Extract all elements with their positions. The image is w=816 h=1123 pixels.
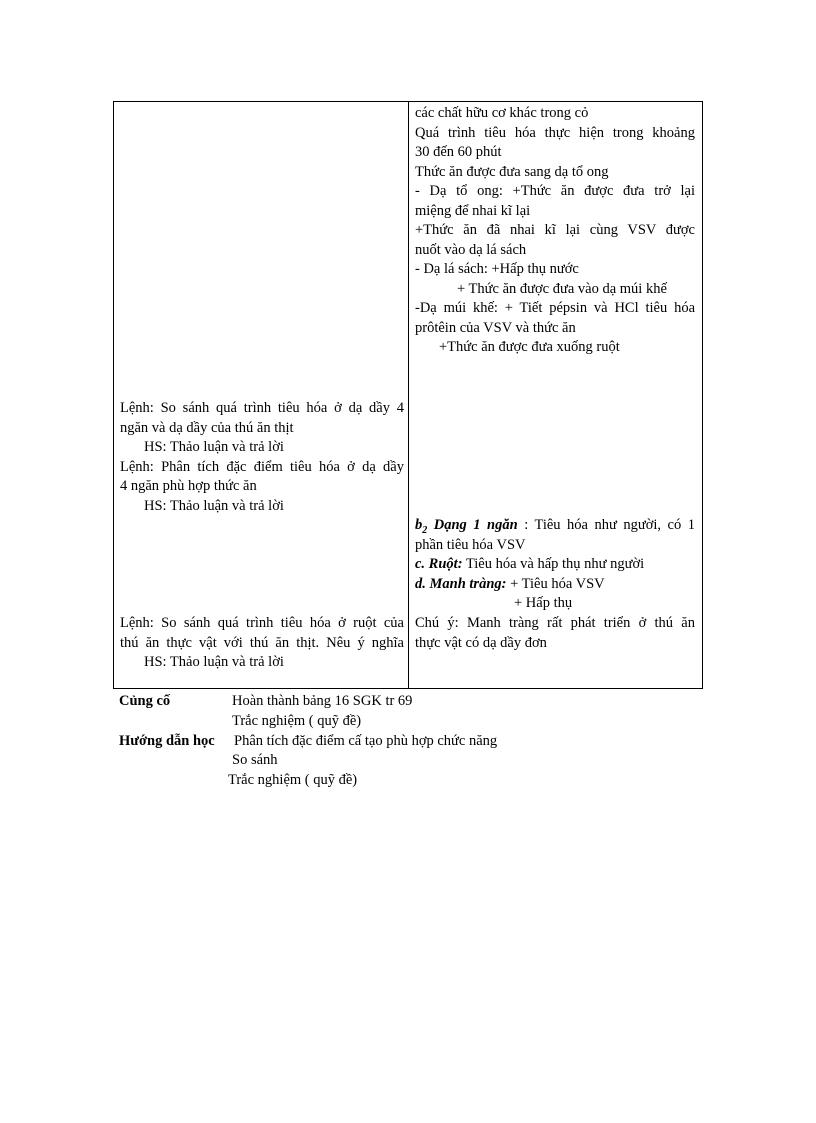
left-mid-block (120, 399, 404, 516)
text-line: Chú ý: Manh tràng rất phát triển ở thú ăn (415, 615, 695, 631)
d-text: + Tiêu hóa VSV (506, 575, 605, 592)
cungco-line-2: Trắc nghiệm ( quỹ đề) (232, 713, 362, 729)
text-line (415, 575, 695, 595)
column-divider (408, 102, 409, 688)
text-line: Lệnh: So sánh quá trình tiêu hóa ở ruột của (120, 615, 404, 631)
text-line: HS: Thảo luận và trả lời (144, 654, 284, 670)
left-bottom-block (120, 614, 404, 673)
text-line: +Thức ăn đã nhai kĩ lại cùng VSV được (415, 222, 695, 238)
huongdan-line-3: Trắc nghiệm ( quỹ đề) (228, 772, 358, 788)
text-line: 4 ngăn phù hợp thức ăn (120, 478, 257, 494)
text-line: Lệnh: Phân tích đặc điểm tiêu hóa ở dạ dầy (120, 458, 404, 475)
text-line: nuốt vào dạ lá sách (415, 241, 527, 258)
text-line: thú ăn thực vật với thú ăn thịt. Nêu ý nghĩa (120, 634, 404, 651)
text-line: Thức ăn được đưa sang dạ tổ ong (415, 163, 609, 180)
text-line (415, 516, 695, 536)
huongdan-line-2: So sánh (232, 752, 278, 768)
cungco-line-1: Hoàn thành bảng 16 SGK tr 69 (232, 693, 413, 709)
text-line: các chất hữu cơ khác trong cỏ (415, 105, 589, 121)
b2-subscript: 2 (422, 524, 428, 536)
text-line: HS: Thảo luận và trả lời (144, 439, 284, 455)
text-line: ngăn và dạ dầy của thú ăn thịt (120, 419, 294, 436)
lesson-table (113, 101, 703, 689)
b2-prefix: b (415, 517, 423, 533)
huongdan-label: Hướng dẫn học (119, 733, 215, 749)
text-line: 30 đến 60 phút (415, 144, 502, 160)
text-line: - Dạ lá sách: +Hấp thụ nước (415, 261, 579, 277)
c-text: Tiêu hóa và hấp thụ như người (462, 556, 645, 572)
right-bottom-block (415, 614, 695, 653)
huongdan-line-1: Phân tích đặc điểm cấ tạo phù hợp chức năng (234, 733, 498, 749)
text-line: Quá trình tiêu hóa thực hiện trong khoảng (415, 124, 695, 141)
b2-text: : Tiêu hóa như người, có 1 (517, 517, 695, 533)
right-mid-block (415, 516, 695, 614)
c-title: c. Ruột: (415, 556, 463, 572)
text-line: -Dạ múi khế: + Tiết pépsin và HCl tiêu hóa (415, 300, 695, 316)
text-line: +Thức ăn được đưa xuống ruột (439, 339, 620, 355)
text-line: thực vật có dạ dầy đơn (415, 634, 547, 651)
d-title: d. Manh tràng: (415, 575, 507, 592)
text-line (415, 555, 695, 575)
text-line: Lệnh: So sánh quá trình tiêu hóa ở dạ dầy 4 (120, 400, 404, 416)
b2-title: Dạng 1 ngăn (427, 517, 518, 533)
text-line: + Thức ăn được đưa vào dạ múi khế (457, 280, 667, 297)
text-line: + Hấp thụ (514, 595, 573, 611)
text-line: phần tiêu hóa VSV (415, 536, 526, 553)
text-line: HS: Thảo luận và trả lời (144, 497, 284, 514)
text-line: - Dạ tổ ong: +Thức ăn được đưa trở lại (415, 183, 695, 199)
text-line: miệng để nhai kĩ lại (415, 202, 531, 219)
cungco-label: Củng cố (119, 693, 171, 709)
right-top-block (415, 104, 695, 358)
text-line: prôtêin của VSV và thức ăn (415, 319, 576, 336)
